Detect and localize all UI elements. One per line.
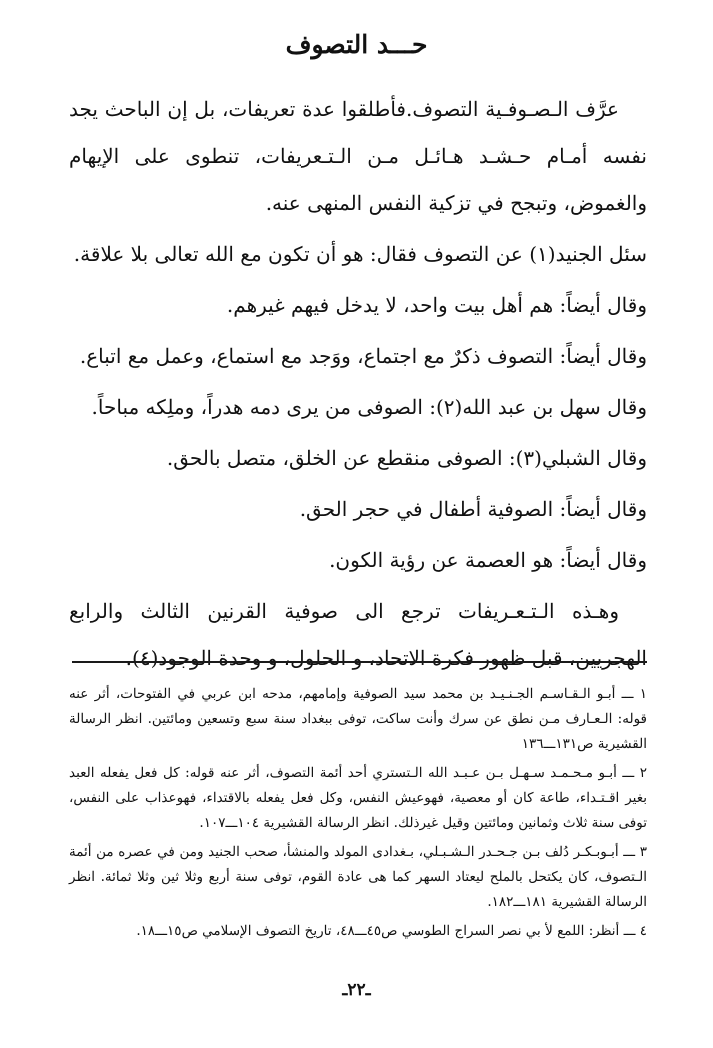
body-paragraph: وقال أيضاً: هم أهل بيت واحد، لا يدخل فيهم غيرهم. (226, 293, 647, 317)
body-paragraph: وقال الشبلي(٣): الصوفى منقطع عن الخلق، متصل بالحق. (166, 446, 647, 470)
body-paragraph: وقال أيضاً: الصوفية أطفال في حجر الحق. (299, 497, 647, 521)
page-title: حـــد التصوف (285, 30, 428, 59)
body-paragraph: وقال أيضاً: التصوف ذكرٌ مع اجتماع، ووَجد مع استماع، وعمل مع اتباع. (79, 344, 647, 368)
footnote: ٢ ـــ أبـو مـحـمـد سـهـل بـن عـبـد الله الـتستري أحد أئمة التصوف، أثر عنه قوله: كل فعل يفعله العبد بغير اقـتـداء، طاعة كان أو معصية، فهوعيش النفس، وكل فعل يفعله بالاقتداء، فهوعذاب على النفس، توفى سنة ثلاث وثمانين ومائتين وقيل غيرذلك. انظر الرسالة القشيرية ١٠٤ـــ١٠٧. (69, 765, 647, 831)
body-paragraph: وهـذه الـتـعـريفات ترجع الى صوفية القرنين الثالث والرابع الهجريين، قبل ظهور فكرة الاتحاد، و الحلول، و وحدة الوجود(٤). (69, 599, 647, 670)
footnote: ٣ ـــ أبـوبـكـر دُلف بـن جـحـدر الـشـبـلي، بـغدادى المولد والمنشأ، صحب الجنيد ومن في عصره من أئمة الـتصوف، كان يكتحل بالملح ليعتاد السهر كما هى عادة القوم، توفى سنة أربع وثلا ثين وثلا ثمائة. انظر الرسالة القشيرية ١٨١ـــ١٨٢. (69, 844, 647, 910)
body-paragraph: عرَّف الـصـوفـية التصوف.فأطلقوا عدة تعريفات، بل إن الباحث يجد نفسه أمـام حـشـد هـائـل مـن الـتـعريفات، تنطوى على الإيهام والغموض، وتبجح في تزكية النفس المنهى عنه. (69, 97, 647, 215)
body-paragraph: سئل الجنيد(١) عن التصوف فقال: هو أن تكون مع الله تعالى بلا علاقة. (73, 242, 647, 266)
footnote: ١ ـــ أبـو الـقـاسـم الجـنـيـد بن محمد سيد الصوفية وإمامهم، مدحه ابن عربي في الفتوحات، أثر عنه قوله: الـعـارف مـن نطق عن سرك وأنت ساكت، توفى ببغداد سنة سبع وتسعين ومائتين. انظر الرسالة القشيرية ص١٣١ـــ١٣٦ (69, 686, 647, 752)
footnote-divider (72, 661, 647, 663)
body-paragraph: وقال أيضاً: هو العصمة عن رؤية الكون. (329, 548, 647, 572)
page-number: ـ٢٢ـ (342, 980, 371, 1000)
body-paragraph: وقال سهل بن عبد الله(٢): الصوفى من يرى دمه هدراً، وملِكه مباحاً. (91, 395, 647, 419)
body-text (69, 86, 647, 682)
footnote: ٤ ـــ أنظر: اللمع لأ بي نصر السراج الطوسي ص٤٥ـــ٤٨، تاريخ التصوف الإسلامي ص١٥ـــ١٨. (136, 923, 647, 939)
footnotes (69, 682, 647, 948)
